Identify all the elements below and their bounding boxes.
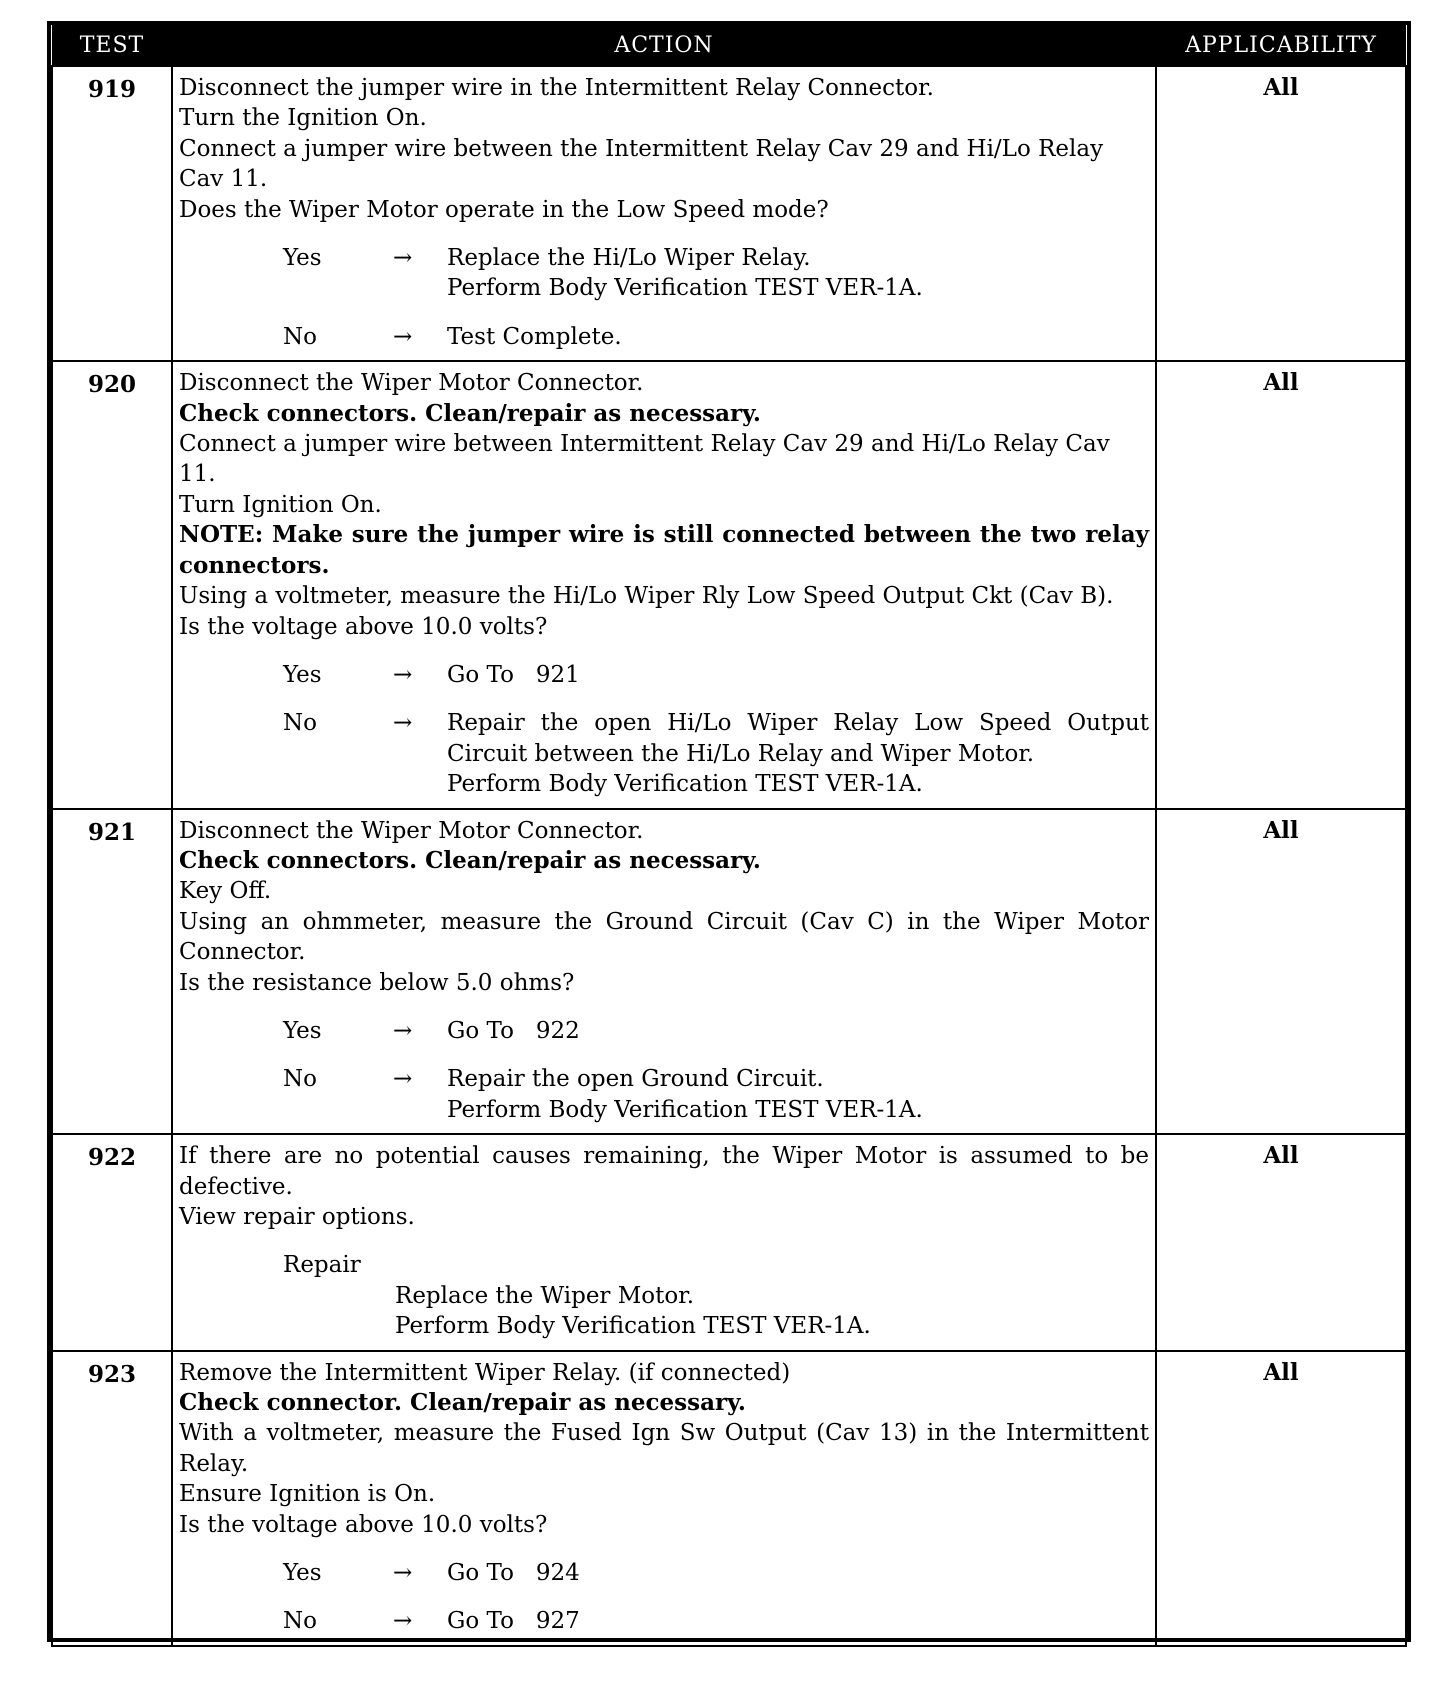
- test-number: 920: [52, 361, 172, 808]
- note-line: NOTE: Make sure the jumper wire is still connected between the two relay connectors.: [179, 521, 1149, 579]
- arrow-icon: →: [393, 1560, 413, 1587]
- test-number: 919: [52, 66, 172, 361]
- yes-label: Yes: [283, 245, 322, 272]
- no-branch: [283, 1606, 1149, 1636]
- arrow-icon: →: [393, 1608, 413, 1635]
- yes-outcome: [447, 1558, 1149, 1588]
- arrow-icon: →: [393, 710, 413, 737]
- no-branch: [283, 1064, 1149, 1125]
- action-line: Ensure Ignition is On.: [179, 1481, 436, 1508]
- action-line-bold: Check connectors. Clean/repair as necessary.: [179, 399, 761, 427]
- action-line: Using an ohmmeter, measure the Ground Circuit (Cav C) in the Wiper Motor Connector.: [179, 908, 1149, 966]
- outcome-line: Go To 922: [447, 1017, 580, 1044]
- action-line: View repair options.: [179, 1204, 415, 1230]
- action-line: Turn the Ignition On.: [179, 105, 427, 132]
- yes-branch: [283, 243, 1149, 304]
- outcome-line: Go To 924: [447, 1560, 580, 1587]
- table-row-919: [52, 66, 1406, 361]
- applicability-value: All: [1156, 1351, 1406, 1646]
- yes-branch: [283, 1558, 1149, 1588]
- action-line-bold: Check connector. Clean/repair as necessary.: [179, 1389, 746, 1417]
- action-line: With a voltmeter, measure the Fused Ign Sw Output (Cav 13) in the Intermittent Relay.: [179, 1420, 1149, 1477]
- yes-outcome: [447, 243, 1149, 304]
- action-line-bold: Check connectors. Clean/repair as necessary.: [179, 846, 761, 874]
- action-line: Disconnect the jumper wire in the Intermittent Relay Connector.: [179, 75, 934, 101]
- action-cell: [172, 1134, 1156, 1350]
- test-number: 921: [52, 809, 172, 1135]
- action-cell: [172, 361, 1156, 808]
- no-label: No: [283, 710, 317, 737]
- no-label: No: [283, 1066, 317, 1093]
- action-line: Connect a jumper wire between the Intermittent Relay Cav 29 and Hi/Lo Relay Cav 11.: [179, 135, 1104, 193]
- table-row-923: [52, 1351, 1406, 1646]
- repair-outcome: [395, 1281, 1149, 1342]
- no-label: No: [283, 323, 317, 350]
- applicability-value: All: [1156, 66, 1406, 361]
- yes-outcome: [447, 660, 1149, 690]
- action-cell: [172, 1351, 1156, 1646]
- outcome-line: Test Complete.: [447, 323, 622, 350]
- table-header-row: [52, 25, 1406, 66]
- action-line: Remove the Intermittent Wiper Relay. (if connected): [179, 1359, 791, 1386]
- no-outcome: [447, 708, 1149, 799]
- action-line: Using a voltmeter, measure the Hi/Lo Wiper Rly Low Speed Output Ckt (Cav B).: [179, 583, 1114, 610]
- repair-label: Repair: [283, 1252, 361, 1279]
- no-branch: [283, 708, 1149, 799]
- table-row-922: [52, 1134, 1406, 1350]
- test-number: 923: [52, 1351, 172, 1646]
- action-line: Does the Wiper Motor operate in the Low Speed mode?: [179, 196, 829, 223]
- header-applicability: APPLICABILITY: [1156, 25, 1406, 66]
- action-line: Is the resistance below 5.0 ohms?: [179, 969, 575, 996]
- arrow-icon: →: [393, 661, 413, 688]
- arrow-icon: →: [393, 1017, 413, 1044]
- no-outcome: [447, 322, 1149, 352]
- yes-branch: [283, 660, 1149, 690]
- outcome-line: Repair the open Ground Circuit.: [447, 1066, 824, 1093]
- header-test: TEST: [52, 25, 172, 66]
- action-line: Is the voltage above 10.0 volts?: [179, 613, 548, 640]
- applicability-value: All: [1156, 361, 1406, 808]
- outcome-line: Perform Body Verification TEST VER-1A.: [447, 275, 923, 302]
- outcome-line: Perform Body Verification TEST VER-1A.: [447, 771, 923, 798]
- diagnostic-table-sheet: [47, 21, 1411, 1642]
- arrow-icon: →: [393, 323, 413, 350]
- yes-branch: [283, 1016, 1149, 1046]
- no-outcome: [447, 1606, 1149, 1636]
- table-row-921: [52, 809, 1406, 1135]
- action-line: Key Off.: [179, 878, 272, 905]
- action-line: Turn Ignition On.: [179, 491, 382, 518]
- action-line: Is the voltage above 10.0 volts?: [179, 1511, 548, 1538]
- action-cell: [172, 66, 1156, 361]
- yes-label: Yes: [283, 1560, 322, 1587]
- no-outcome: [447, 1064, 1149, 1125]
- outcome-line: Go To 927: [447, 1608, 580, 1635]
- action-line: Disconnect the Wiper Motor Connector.: [179, 817, 644, 844]
- yes-outcome: [447, 1016, 1149, 1046]
- diagnostic-test-table: [51, 25, 1407, 1647]
- action-line: Disconnect the Wiper Motor Connector.: [179, 370, 644, 397]
- action-cell: [172, 809, 1156, 1135]
- arrow-icon: →: [393, 1066, 413, 1093]
- no-label: No: [283, 1608, 317, 1635]
- outcome-line: Repair the open Hi/Lo Wiper Relay Low Speed Output Circuit between the Hi/Lo Relay and Wiper Motor.: [447, 710, 1149, 767]
- outcome-line: Replace the Hi/Lo Wiper Relay.: [447, 245, 811, 272]
- outcome-line: Perform Body Verification TEST VER-1A.: [395, 1313, 871, 1340]
- arrow-icon: →: [393, 245, 413, 272]
- yes-label: Yes: [283, 661, 322, 688]
- table-row-920: [52, 361, 1406, 808]
- outcome-line: Replace the Wiper Motor.: [395, 1282, 694, 1309]
- applicability-value: All: [1156, 1134, 1406, 1350]
- outcome-line: Go To 921: [447, 661, 580, 688]
- header-action: ACTION: [172, 25, 1156, 66]
- action-line: If there are no potential causes remaining, the Wiper Motor is assumed to be defective.: [179, 1143, 1149, 1200]
- outcome-line: Perform Body Verification TEST VER-1A.: [447, 1096, 923, 1123]
- action-line: Connect a jumper wire between Intermittent Relay Cav 29 and Hi/Lo Relay Cav 11.: [179, 431, 1110, 488]
- applicability-value: All: [1156, 809, 1406, 1135]
- no-branch: [283, 322, 1149, 352]
- test-number: 922: [52, 1134, 172, 1350]
- yes-label: Yes: [283, 1017, 322, 1044]
